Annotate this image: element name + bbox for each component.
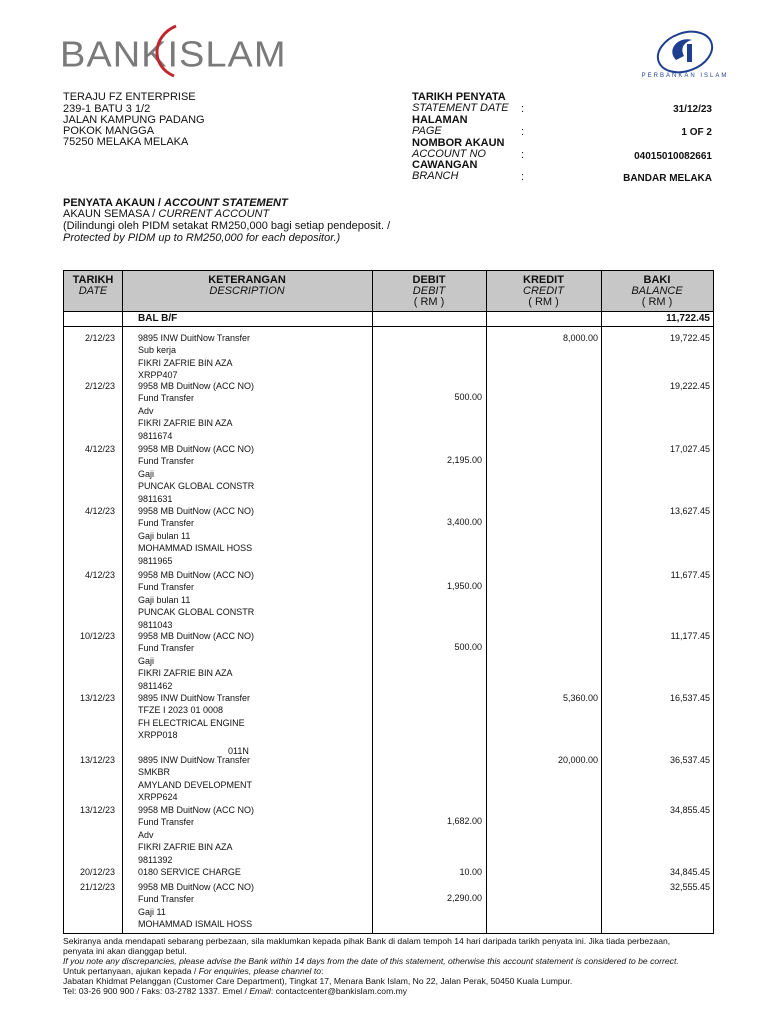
account-type — [63, 209, 269, 220]
account-no-label-en: ACCOUNT NO — [412, 148, 486, 160]
row-description-line: MOHAMMAD ISMAIL HOSS — [138, 919, 253, 930]
row-description-line: PUNCAK GLOBAL CONSTR — [138, 607, 255, 618]
account-type-en: CURRENT ACCOUNT — [158, 208, 270, 220]
row-balance: 16,537.45 — [669, 693, 710, 703]
header-balance-en: BALANCE — [631, 285, 683, 297]
page-value: 1 OF 2 — [681, 127, 712, 138]
row-debit: 500.00 — [454, 392, 482, 402]
row-description-line: 011N — [228, 745, 249, 756]
account-no-label-my: NOMBOR AKAUN — [412, 137, 505, 149]
footer-contact-email-label: Email — [249, 986, 271, 996]
row-description-line: Fund Transfer — [138, 817, 195, 828]
row-date: 4/12/23 — [84, 570, 115, 580]
row-debit: 2,195.00 — [446, 455, 482, 465]
table-header — [63, 270, 714, 312]
footer-notice-my: Sekiranya anda mendapati sebarang perbezaan, sila maklumkan kepada pihak Bank di dalam tempoh 14 hari daripada tarikh penyata ini. Jika tiada perbezaan, — [63, 936, 671, 946]
row-balance: 34,845.45 — [669, 867, 710, 877]
row-description-line: 9811965 — [138, 555, 173, 566]
row-description-line: 9958 MB DuitNow (ACC NO) — [138, 805, 255, 815]
row-description-line: Adv — [138, 829, 154, 840]
page-label-en: PAGE — [412, 125, 442, 137]
header-credit — [486, 275, 601, 308]
row-description-line: 9811392 — [138, 854, 173, 865]
row-balance: 17,027.45 — [669, 444, 710, 454]
footer-enquiries-colon: : — [321, 966, 324, 976]
row-description-line: XRPP407 — [138, 370, 178, 381]
address-line: JALAN KAMPUNG PADANG — [63, 114, 205, 126]
statement-date-value: 31/12/23 — [673, 104, 712, 115]
header-debit-my: DEBIT — [412, 274, 446, 286]
colon: : — [521, 126, 525, 138]
row-balance: 13,627.45 — [669, 506, 710, 516]
header-credit-en: CREDIT — [523, 285, 564, 297]
row-description-line: Gaji bulan 11 — [138, 530, 191, 541]
row-description-line: Gaji bulan 11 — [138, 594, 191, 605]
row-description-line: 9895 INW DuitNow Transfer — [138, 755, 251, 765]
colon: : — [521, 149, 525, 161]
footer-contact-email[interactable]: : contactcenter@bankislam.com.my — [270, 986, 408, 996]
header-date-en: DATE — [78, 285, 108, 297]
row-description-line: SMKBR — [138, 767, 171, 778]
row-debit: 500.00 — [454, 642, 482, 652]
header-credit-unit: ( RM ) — [528, 296, 559, 308]
row-debit: 1,682.00 — [446, 816, 482, 826]
address-line: POKOK MANGGA — [63, 125, 155, 137]
header-date — [64, 275, 122, 297]
row-description-line: Sub kerja — [138, 345, 177, 356]
colon: : — [521, 171, 525, 183]
header-desc-en: DESCRIPTION — [209, 285, 285, 297]
row-description-line: MOHAMMAD ISMAIL HOSS — [138, 543, 253, 554]
row-description-line: FIKRI ZAFRIE BIN AZA — [138, 668, 233, 679]
row-description-line: 9958 MB DuitNow (ACC NO) — [138, 381, 255, 391]
header-description — [122, 275, 372, 297]
row-description-line: PUNCAK GLOBAL CONSTR — [138, 481, 255, 492]
row-date: 2/12/23 — [84, 381, 115, 391]
row-description-line: AMYLAND DEVELOPMENT — [138, 779, 253, 790]
perbankan-islam-emblem-icon — [654, 30, 716, 74]
footer-notice-en: If you note any discrepancies, please advise the Bank within 14 days from the date of this statement, otherwise this account statement is considered to be correct. — [63, 956, 679, 966]
bal-bf-value: 11,722.45 — [666, 313, 710, 324]
row-balance: 32,555.45 — [669, 882, 710, 892]
statement-title-my: PENYATA AKAUN / — [63, 197, 161, 209]
footer-contact-tel: Tel: 03-26 900 900 / Faks: 03-2782 1337. Emel / — [63, 986, 250, 996]
address-line: 75250 MELAKA MELAKA — [63, 136, 189, 148]
row-description-line: Fund Transfer — [138, 894, 195, 905]
row-description-line: Fund Transfer — [138, 393, 195, 404]
row-description-line: Fund Transfer — [138, 456, 195, 467]
row-description-line: 9811631 — [138, 493, 173, 504]
header-desc-my: KETERANGAN — [208, 274, 286, 286]
row-description-line: 9811043 — [138, 619, 173, 630]
account-no-value: 04015010082661 — [634, 151, 712, 162]
address-line: 239-1 BATU 3 1/2 — [63, 103, 151, 115]
colon: : — [521, 103, 525, 115]
row-debit: 2,290.00 — [446, 893, 482, 903]
row-debit: 1,950.00 — [446, 581, 482, 591]
row-description-line: 9958 MB DuitNow (ACC NO) — [138, 631, 255, 641]
row-date: 13/12/23 — [79, 805, 115, 815]
row-debit: 3,400.00 — [446, 517, 482, 527]
row-description-line: Adv — [138, 405, 154, 416]
pidm-note-my: (Dilindungi oleh PIDM setakat RM250,000 bagi setiap pendeposit. / — [63, 220, 391, 232]
row-description-line: 9958 MB DuitNow (ACC NO) — [138, 444, 255, 454]
footer-notice-my-2: penyata ini akan dianggap betul. — [63, 946, 187, 956]
customer-name: TERAJU FZ ENTERPRISE — [63, 91, 196, 103]
header-balance-unit: ( RM ) — [641, 296, 673, 308]
row-description-line: Fund Transfer — [138, 643, 195, 654]
header-debit-unit: ( RM ) — [413, 296, 445, 308]
row-date: 4/12/23 — [84, 444, 115, 454]
branch-label-my: CAWANGAN — [412, 159, 478, 171]
row-credit: 20,000.00 — [557, 755, 598, 765]
pidm-note-en: Protected by PIDM up to RM250,000 for each depositor.) — [63, 232, 341, 244]
header-credit-my: KREDIT — [523, 274, 564, 286]
row-date: 4/12/23 — [84, 506, 115, 516]
balance-bf-row — [63, 312, 714, 327]
page-label-my: HALAMAN — [412, 114, 468, 126]
row-balance: 11,177.45 — [670, 631, 710, 641]
row-description-line: XRPP018 — [138, 730, 178, 741]
header-balance — [601, 275, 713, 308]
row-description-line: Fund Transfer — [138, 518, 195, 529]
statement-date-label-my: TARIKH PENYATA — [412, 91, 506, 103]
row-date: 10/12/23 — [79, 631, 115, 641]
logo-swoosh-icon — [146, 22, 186, 80]
branch-value: BANDAR MELAKA — [623, 173, 712, 184]
row-balance: 11,677.45 — [670, 570, 710, 580]
row-credit: 8,000.00 — [562, 333, 598, 343]
statement-date-label-en: STATEMENT DATE — [412, 102, 509, 114]
row-date: 20/12/23 — [79, 867, 115, 877]
emblem-label: PERBANKAN ISLAM — [641, 73, 729, 79]
row-description-line: 0180 SERVICE CHARGE — [138, 867, 241, 877]
row-description-line: 9811462 — [138, 680, 173, 691]
footer-enquiries-en: For enquiries, please channel to — [198, 966, 321, 976]
header-debit-en: DEBIT — [412, 285, 446, 297]
bal-bf-label: BAL B/F — [138, 313, 178, 324]
row-date: 21/12/23 — [79, 882, 115, 892]
row-description-line: FH ELECTRICAL ENGINE — [138, 717, 245, 728]
footer-enquiries — [63, 966, 723, 976]
row-date: 2/12/23 — [84, 333, 115, 343]
account-type-my: AKAUN SEMASA / — [63, 208, 156, 220]
row-balance: 34,855.45 — [669, 805, 710, 815]
branch-label-en: BRANCH — [412, 170, 459, 182]
footer-enquiries-my: Untuk pertanyaan, ajukan kepada / — [63, 966, 199, 976]
row-description-line: 9811674 — [138, 430, 173, 441]
row-debit: 10.00 — [459, 867, 482, 877]
row-description-line: FIKRI ZAFRIE BIN AZA — [138, 357, 233, 368]
row-balance: 19,722.45 — [669, 333, 710, 343]
row-balance: 19,222.45 — [669, 381, 710, 391]
row-date: 13/12/23 — [79, 755, 115, 765]
row-description-line: FIKRI ZAFRIE BIN AZA — [138, 842, 233, 853]
row-date: 13/12/23 — [79, 693, 115, 703]
header-balance-my: BAKI — [643, 274, 671, 286]
row-description-line: FIKRI ZAFRIE BIN AZA — [138, 418, 233, 429]
footer-contact — [63, 986, 723, 996]
header-debit — [372, 275, 486, 308]
row-description-line: 9958 MB DuitNow (ACC NO) — [138, 882, 255, 892]
row-credit: 5,360.00 — [562, 693, 598, 703]
row-description-line: Fund Transfer — [138, 582, 195, 593]
header-date-my: TARIKH — [72, 274, 114, 286]
row-description-line: Gaji 11 — [138, 906, 166, 917]
row-description-line: 9958 MB DuitNow (ACC NO) — [138, 506, 255, 516]
row-description-line: TFZE I 2023 01 0008 — [138, 705, 224, 716]
bank-logo: BANKISLAM — [60, 35, 287, 75]
row-description-line: Gaji — [138, 655, 155, 666]
row-description-line: 9895 INW DuitNow Transfer — [138, 333, 251, 343]
footer-address: Jabatan Khidmat Pelanggan (Customer Care Department), Tingkat 17, Menara Bank Islam, No 22, Jalan Perak, 50450 Kuala Lumpur. — [63, 976, 573, 986]
row-description-line: 9958 MB DuitNow (ACC NO) — [138, 570, 255, 580]
row-description-line: XRPP624 — [138, 792, 178, 803]
row-balance: 36,537.45 — [669, 755, 710, 765]
row-description-line: Gaji — [138, 468, 155, 479]
statement-title-en: ACCOUNT STATEMENT — [164, 197, 288, 209]
row-description-line: 9895 INW DuitNow Transfer — [138, 693, 251, 703]
